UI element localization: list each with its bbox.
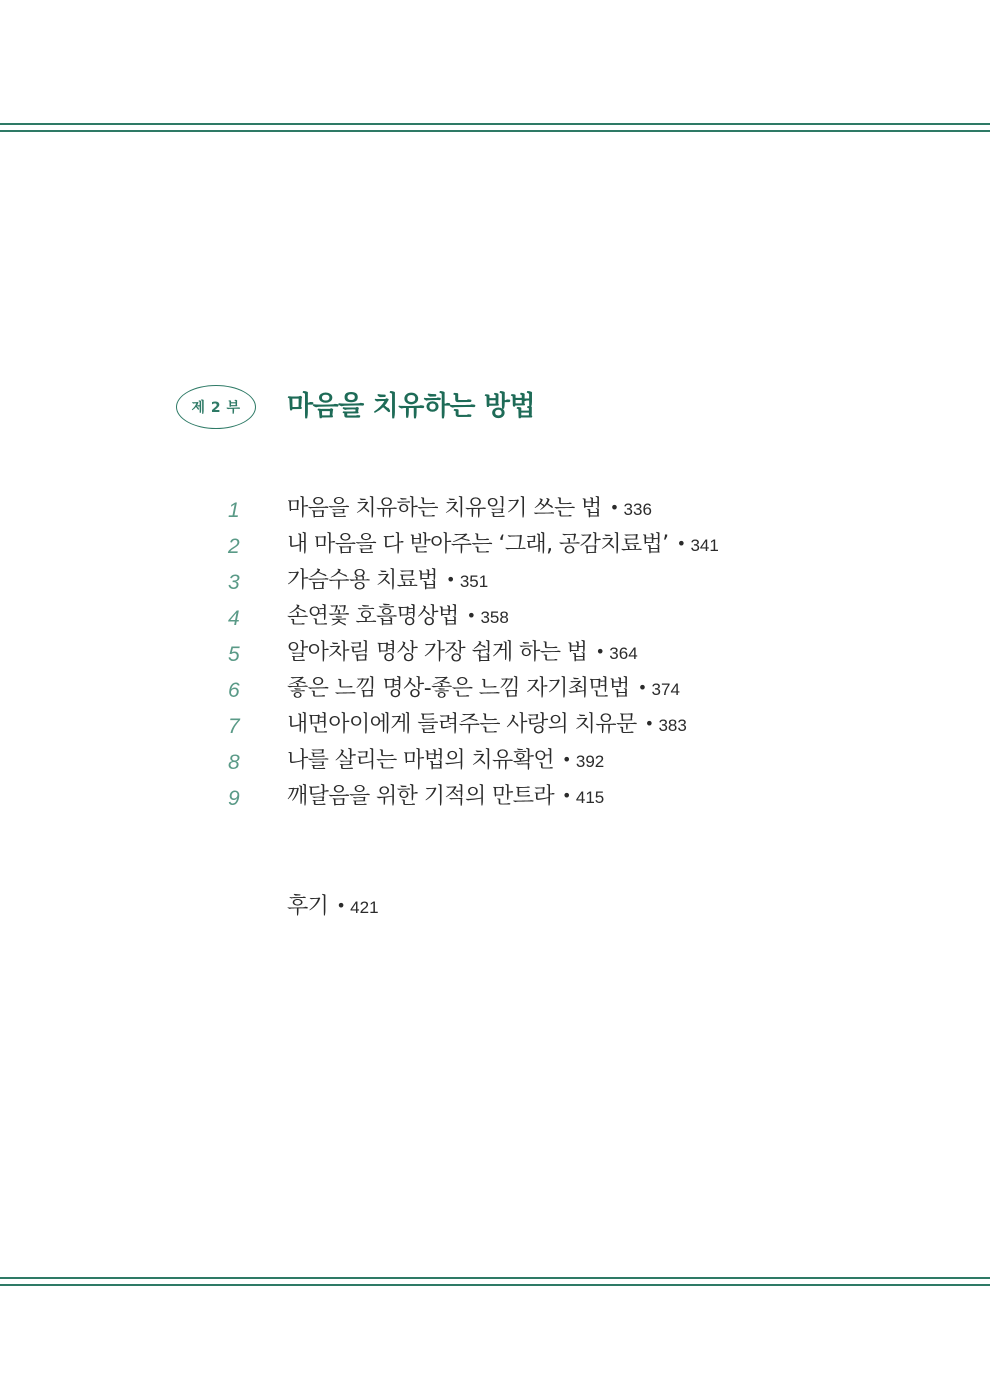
toc-entry xyxy=(287,638,638,669)
part-badge: 제 2 부 xyxy=(176,385,256,429)
toc-entry xyxy=(287,782,604,813)
toc-item-6[interactable] xyxy=(0,672,990,708)
toc-page-number: 374 xyxy=(651,680,680,699)
toc-entry xyxy=(287,674,680,705)
toc-page-number: 364 xyxy=(609,644,638,663)
toc-entry xyxy=(287,746,604,777)
toc-page-number: 415 xyxy=(575,788,605,807)
bottom-rule-inner xyxy=(0,1284,990,1286)
toc-page-number: 336 xyxy=(623,500,652,519)
toc-title: 가슴수용 치료법 xyxy=(287,568,438,593)
bullet-separator: • xyxy=(609,498,619,517)
toc-entry xyxy=(287,602,509,633)
top-rule-outer xyxy=(0,123,990,125)
part-title: 마음을 치유하는 방법 xyxy=(287,391,536,422)
bullet-separator: • xyxy=(644,714,654,733)
toc-entry xyxy=(287,494,652,525)
toc-title: 깨달음을 위한 기적의 만트라 xyxy=(287,784,555,809)
toc-page-number: 351 xyxy=(459,572,489,591)
bullet-separator: • xyxy=(445,570,455,589)
bottom-rule-outer xyxy=(0,1277,990,1279)
toc-title: 내면아이에게 들려주는 사랑의 치유문 xyxy=(287,712,637,737)
bullet-separator: • xyxy=(562,750,571,769)
toc-entry xyxy=(287,566,488,597)
bullet-separator: • xyxy=(595,642,605,661)
toc-title: 나를 살리는 마법의 치유확언 xyxy=(287,748,555,773)
toc-number: 8 xyxy=(228,751,240,774)
toc-title: 좋은 느낌 명상-좋은 느낌 자기최면법 xyxy=(287,676,630,701)
bullet-separator: • xyxy=(637,678,647,697)
bullet-separator: • xyxy=(466,606,476,625)
bullet-separator: • xyxy=(676,534,686,553)
bullet-separator: • xyxy=(336,896,346,915)
toc-number: 9 xyxy=(228,787,240,810)
toc-title: 손연꽃 호흡명상법 xyxy=(287,604,459,629)
afterword-page-number: 421 xyxy=(350,898,379,917)
toc-afterword[interactable] xyxy=(287,892,379,923)
afterword-title: 후기 xyxy=(287,894,329,919)
table-of-contents xyxy=(0,492,990,816)
top-rule-inner xyxy=(0,130,990,132)
toc-entry xyxy=(287,710,687,741)
bullet-separator: • xyxy=(562,786,571,805)
toc-number: 6 xyxy=(228,679,240,702)
toc-page-number: 341 xyxy=(690,536,719,555)
toc-item-3[interactable] xyxy=(0,564,990,600)
toc-item-9[interactable] xyxy=(0,780,990,816)
toc-title: 내 마음을 다 받아주는 ‘그래, 공감치료법’ xyxy=(287,532,669,557)
toc-entry xyxy=(287,530,719,561)
toc-page-number: 383 xyxy=(658,716,687,735)
toc-item-2[interactable] xyxy=(0,528,990,564)
toc-title: 알아차림 명상 가장 쉽게 하는 법 xyxy=(287,640,588,665)
toc-number: 3 xyxy=(228,571,240,594)
toc-number: 2 xyxy=(228,535,240,558)
toc-item-7[interactable] xyxy=(0,708,990,744)
toc-item-8[interactable] xyxy=(0,744,990,780)
toc-number: 1 xyxy=(228,499,240,522)
toc-item-1[interactable] xyxy=(0,492,990,528)
toc-item-4[interactable] xyxy=(0,600,990,636)
toc-number: 7 xyxy=(228,715,240,738)
toc-page-number: 358 xyxy=(480,608,509,627)
toc-item-5[interactable] xyxy=(0,636,990,672)
toc-number: 5 xyxy=(228,643,240,666)
toc-page-number: 392 xyxy=(575,752,605,771)
toc-number: 4 xyxy=(228,607,240,630)
toc-title: 마음을 치유하는 치유일기 쓰는 법 xyxy=(287,496,602,521)
